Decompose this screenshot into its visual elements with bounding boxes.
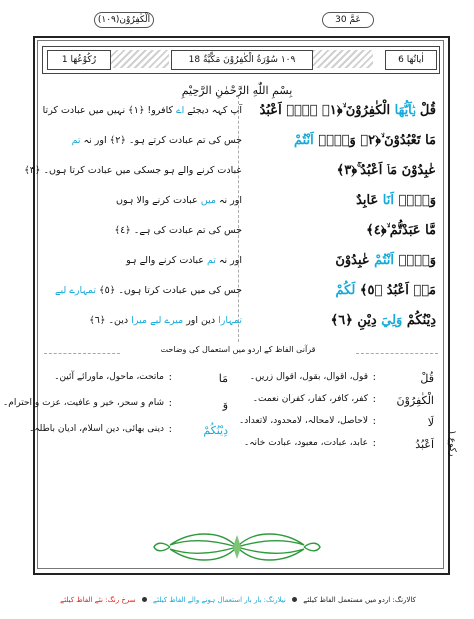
vocab-term: الْكٰفِرُوْنَ	[396, 394, 434, 407]
verse-arabic-segment: عٰبِدُوْنَ مَاۤ اَعْبُدُ ۚ﴿٣﴾	[336, 163, 436, 178]
verse-arabic-segment: اَنْتُمْ	[374, 253, 394, 268]
verse-arabic-segment: دِيْنُكُمْ	[402, 313, 436, 328]
vocab-row	[29, 424, 232, 444]
verse-row	[42, 130, 438, 152]
legend-dot	[292, 597, 297, 602]
vocab-term: قُلْ	[420, 372, 434, 385]
vocab-meaning: ماتحت، ماحول، ماورائے آئین۔	[54, 372, 164, 382]
verse-row	[42, 310, 438, 332]
verse-arabic	[260, 100, 436, 122]
verse-row	[42, 220, 438, 242]
vocab-separator: :	[372, 416, 376, 427]
legend-red: سرخ رنگ: نئے الفاظ کیلئے	[60, 596, 136, 604]
vocab-row	[238, 438, 438, 458]
vocab-meaning: دینی بھائی، دین اسلام، ادیان باطلہ۔	[29, 424, 164, 434]
verse-translation	[42, 132, 242, 150]
floral-ornament	[150, 525, 324, 569]
ruku-side-mark: رکوع ۱	[447, 430, 457, 457]
legend-dot	[142, 597, 147, 602]
verse-row	[42, 250, 438, 272]
verse-arabic-segment: وَلَاۤ	[393, 253, 436, 268]
verse-row	[24, 160, 438, 182]
vocab-separator: :	[168, 424, 172, 435]
vocab-separator: :	[168, 398, 172, 409]
verse-arabic-segment: يٰۤاَيُّهَا	[394, 103, 416, 118]
verse-arabic	[335, 250, 436, 272]
verse-arabic-segment: دِيْنِ ﴿٦﴾	[330, 313, 382, 328]
verse-arabic-segment: مَّا عَبَدْتُّمْ ۙ﴿٤﴾	[366, 223, 436, 238]
verse-row	[42, 280, 438, 302]
vocab-row	[238, 372, 438, 392]
verse-arabic	[331, 310, 436, 332]
verse-arabic-segment: الْكٰفِرُوْنَ ۙ﴿١﴾ لَاۤ اَعْبُدُ	[259, 103, 395, 118]
verse-row	[42, 100, 438, 122]
verse-translation	[42, 282, 242, 300]
vocab-meaning: عابد، عبادت، معبود، عبادت خانہ۔	[243, 438, 368, 448]
legend-blue: نیلارنگ: بار بار استعمال ہونے والے الفاظ کیلئے	[153, 596, 286, 604]
band-ornament-right	[313, 50, 373, 68]
vocab-term: اَعْبُدُ	[415, 438, 434, 451]
vocab-term: دِيْنُكُمْ	[203, 424, 228, 437]
verse-arabic	[356, 190, 436, 212]
vocab-term: وَ	[222, 398, 228, 411]
vocab-row	[42, 372, 232, 392]
vocab-separator: :	[168, 372, 172, 383]
verse-translation	[42, 102, 242, 120]
ayat-count: اٰیاتُھَا 6	[385, 50, 437, 70]
vocab-separator: :	[372, 438, 376, 449]
vocab-separator: :	[372, 394, 376, 405]
verse-arabic-segment: لَكُمْ	[335, 283, 356, 298]
band-ornament-left	[109, 50, 169, 68]
verse-translation-segment: آپ کہہ دیجئے	[184, 105, 242, 116]
verse-translation-segment: دین۔ ﴿٦﴾	[89, 315, 132, 326]
vocab-section-title: قرآنی الفاظ کے اردو میں استعمال کی وضاحت	[160, 345, 316, 354]
vocab-meaning: قول، اقوال، بقول، اقوال زریں۔	[249, 372, 368, 382]
verse-arabic	[366, 220, 436, 242]
surah-title: ١٠٩ سُوْرَةُ الْكٰفِرُوْنَ مَكِّيَّةٌ 18	[171, 50, 313, 70]
verse-translation	[42, 312, 242, 330]
verse-translation-segment: اور نہ	[215, 255, 242, 266]
verse-arabic-segment: وَلَاۤ	[393, 193, 436, 208]
verse-translation	[24, 162, 242, 180]
verse-translation-segment: اور نہ	[215, 195, 242, 206]
vocab-term: مَا	[218, 372, 228, 385]
verse-arabic-segment: اَنَا	[382, 193, 394, 208]
verse-translation-segment: میرا	[131, 315, 148, 326]
section-line-right	[356, 353, 438, 354]
vocab-row	[238, 416, 438, 436]
ruku-count: رُكُوْعُھَا 1	[47, 50, 111, 70]
verse-translation-segment: جس کی تم عبادت کرتے ہو۔ ﴿٢﴾ اور نہ	[80, 135, 242, 146]
verse-translation-segment: تم	[206, 255, 216, 266]
vocab-meaning: کفر، کافر، کفار، کفران نعمت۔	[252, 394, 368, 404]
verse-translation	[42, 222, 242, 240]
vocab-meaning: لاحاصل، لامحالہ، لامحدود، لاتعداد۔	[238, 416, 368, 426]
verse-arabic	[294, 130, 436, 152]
verse-translation-segment: تم	[71, 135, 81, 146]
verse-translation-segment: میرے لیے	[150, 315, 184, 326]
verse-arabic	[337, 160, 436, 182]
legend-black: کالارنگ: اردو میں مستعمل الفاظ کیلئے	[303, 596, 416, 604]
verse-arabic-segment: عَابِدٌ	[356, 193, 383, 208]
juz-pill: عَمَّ 30	[322, 12, 374, 28]
verse-translation-segment: دین اور	[183, 315, 219, 326]
verse-arabic-segment: قُلْ	[415, 103, 436, 118]
verse-translation-segment: اے	[176, 105, 185, 116]
verse-translation-segment: عبادت کرنے والے ہو جسکی میں عبادت کرتا ہوں۔ ﴿٣﴾	[24, 165, 242, 176]
vocab-separator: :	[372, 372, 376, 383]
verse-translation-segment: جس کی تم عبادت کی ہے۔ ﴿٤﴾	[114, 225, 242, 236]
vocab-meaning: شام و سحر، خیر و عافیت، عزت و احترام۔	[2, 398, 164, 408]
verse-arabic-segment: عٰبِدُوْنَ	[335, 253, 375, 268]
verse-arabic-segment: وَلِيَ	[381, 313, 403, 328]
verse-row	[42, 190, 438, 212]
verse-arabic	[336, 280, 436, 302]
verse-translation	[42, 252, 242, 270]
bismillah: بِسْمِ اللّٰهِ الرَّحْمٰنِ الرَّحِیْمِ	[181, 84, 293, 97]
color-legend	[60, 596, 416, 604]
verse-translation-segment: کافرو! ﴿١﴾ نہیں میں عبادت کرتا	[42, 105, 177, 116]
verse-translation-segment: میں	[200, 195, 216, 206]
verse-translation-segment: عبادت کرنے والا ہوں	[115, 195, 201, 206]
vocab-term: لَا	[427, 416, 434, 429]
vocab-row	[238, 394, 438, 414]
verse-translation-segment: جس کی میں عبادت کرتا ہوں۔ ﴿٥﴾	[96, 285, 242, 296]
vocab-row	[2, 398, 232, 418]
section-line-left	[44, 353, 120, 354]
surah-header-band	[42, 46, 440, 74]
verse-arabic-segment: مَاۤ اَعْبُدُ ﴿٥﴾	[355, 283, 436, 298]
verse-translation-segment: تمہارا	[218, 315, 242, 326]
verse-translation-segment: عبادت کرنے والے ہو	[126, 255, 207, 266]
surah-name-pill: اَلْكٰفِرُوْن(١٠٩)	[94, 12, 154, 28]
verse-arabic-segment: اَنْتُمْ	[293, 133, 314, 148]
verse-translation	[42, 192, 242, 210]
verse-translation-segment: تمہارے لیے	[54, 285, 97, 296]
verse-arabic-segment: مَا تَعْبُدُوْنَ ۙ﴿٢﴾ وَلَاۤ	[313, 133, 436, 148]
